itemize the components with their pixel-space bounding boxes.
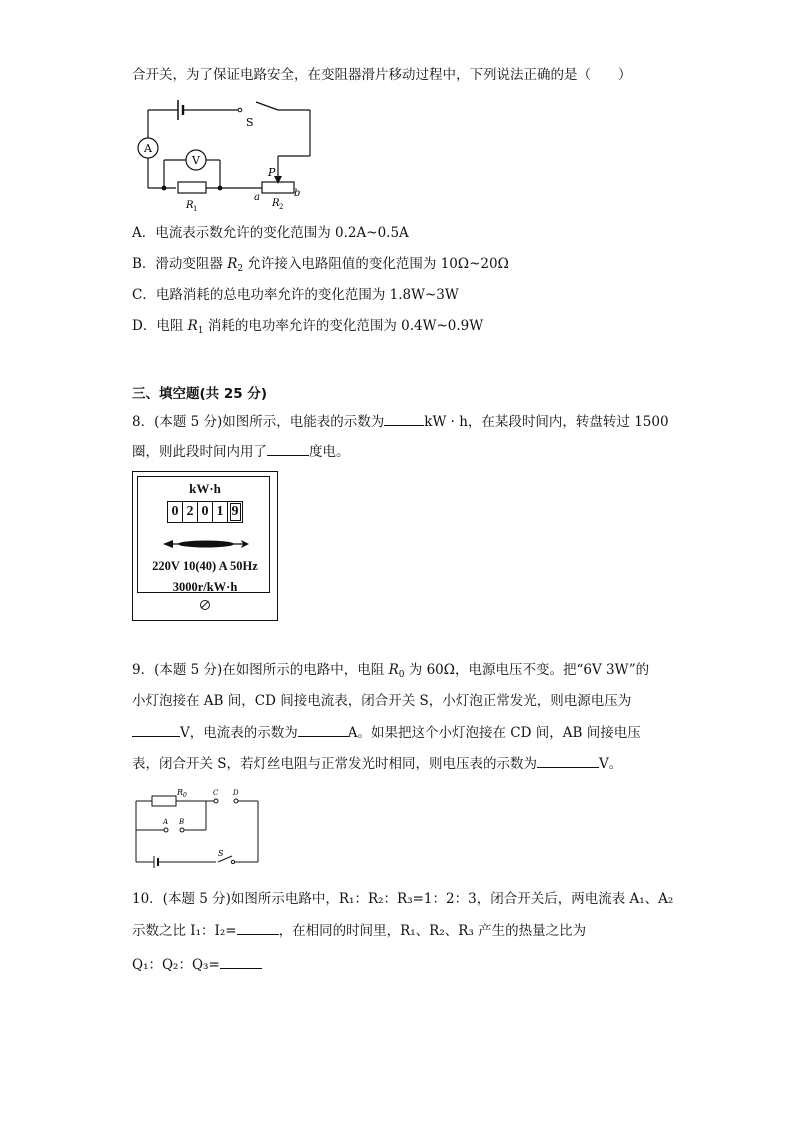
meter-rating: 220V 10(40) A 50Hz	[152, 559, 258, 573]
q8-line-1: 8．(本题 5 分)如图所示，电能表的示数为 kW · h，在某段时间内，转盘转过 1500	[132, 414, 669, 430]
meter-digit-last: 9	[228, 501, 243, 523]
q9-line-2: 小灯泡接在 AB 间，CD 间接电流表，闭合开关 S，小灯泡正常发光，则电源电压为	[132, 693, 632, 709]
svg-text:V: V	[192, 154, 200, 167]
svg-text:1: 1	[193, 205, 198, 213]
meter-digit: 0	[167, 501, 183, 523]
q7-option-b: B．滑动变阻器 $R_2$ 允许接入电路阻值的变化范围为 10Ω~20Ω	[132, 256, 509, 274]
q7-option-c: C．电路消耗的总电功率允许的变化范围为 1.8W~3W	[132, 287, 459, 303]
svg-text:2: 2	[279, 203, 284, 211]
svg-text:B: B	[179, 818, 185, 826]
svg-text:R: R	[177, 788, 184, 797]
meter-constant: 3000r/kW·h	[172, 580, 238, 594]
q10-line-2: 示数之比 I₁：I₂= ，在相同的时间里，R₁、R₂、R₃ 产生的热量之比为	[132, 923, 587, 939]
electric-meter	[132, 471, 278, 621]
meter-unit: kW·h	[189, 481, 221, 496]
svg-text:A: A	[144, 142, 152, 155]
section-3-heading: 三、填空题(共 25 分)	[132, 386, 268, 402]
meter-screw-icon	[200, 600, 210, 610]
q9-line-3: V，电流表的示数为 A。如果把这个小灯泡接在 CD 间，AB 间接电压	[132, 723, 641, 742]
q8-line-2: 圈，则此段时间内用了 度电。	[132, 444, 350, 460]
svg-text:P: P	[268, 166, 276, 179]
q9-line-1: 9．(本题 5 分)在如图所示的电路中，电阻 $R_0$ 为 60Ω，电源电压不变。把“6V 3W”的	[132, 662, 650, 680]
svg-text:C: C	[213, 789, 219, 797]
svg-text:A: A	[163, 818, 169, 826]
q7-circuit-diagram	[128, 96, 328, 214]
meter-digit: 2	[183, 501, 198, 523]
q10-line-1: 10．(本题 5 分)如图所示电路中，R₁：R₂：R₃=1：2：3，闭合开关后，两电流表 A₁、A₂	[132, 891, 674, 907]
q10-line-3: Q₁：Q₂：Q₃=	[132, 955, 262, 974]
svg-text:0: 0	[183, 792, 187, 799]
q7-option-a: A．电流表示数允许的变化范围为 0.2A~0.5A	[132, 225, 409, 241]
svg-text:a: a	[254, 192, 260, 203]
q7-stem-continuation: 合开关，为了保证电路安全，在变阻器滑片移动过程中，下列说法正确的是（ ）	[132, 67, 632, 83]
svg-text:R: R	[186, 200, 194, 211]
meter-digits	[167, 501, 243, 523]
q9-line-4: 表，闭合开关 S，若灯丝电阻与正常发光时相同，则电压表的示数为 V。	[132, 756, 623, 772]
svg-text:S: S	[218, 849, 224, 858]
meter-disc-arrow	[163, 538, 249, 550]
meter-digit: 1	[213, 501, 228, 523]
svg-text:S: S	[246, 116, 254, 129]
svg-text:b: b	[294, 188, 301, 199]
meter-digit: 0	[198, 501, 213, 523]
q9-circuit-diagram	[128, 786, 266, 868]
svg-text:D: D	[233, 789, 239, 797]
q7-option-d: D．电阻 $R_1$ 消耗的电功率允许的变化范围为 0.4W~0.9W	[132, 318, 484, 336]
svg-text:R: R	[272, 198, 280, 209]
